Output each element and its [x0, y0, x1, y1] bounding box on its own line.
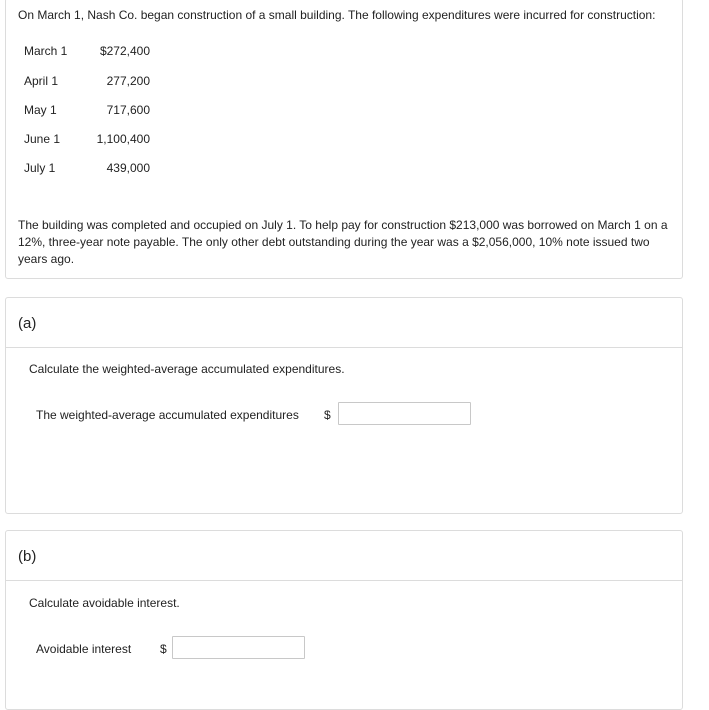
part-a-card — [5, 297, 683, 514]
currency-symbol: $ — [160, 642, 167, 656]
expenditure-date: April 1 — [24, 74, 59, 88]
intro-text: On March 1, Nash Co. began construction of a small building. The following expenditures were incurred for construction: — [18, 8, 656, 22]
part-a-header — [6, 298, 682, 348]
part-a-field-label: The weighted-average accumulated expenditures — [36, 408, 299, 422]
expenditure-amount: 1,100,400 — [96, 132, 150, 146]
expenditure-amount: 717,600 — [106, 103, 150, 117]
part-b-header — [6, 531, 682, 581]
weighted-average-expenditures-input[interactable] — [338, 402, 471, 425]
expenditure-date: July 1 — [24, 161, 56, 175]
part-b-label: (b) — [18, 548, 37, 565]
part-b-card — [5, 530, 683, 710]
part-a-prompt: Calculate the weighted-average accumulated expenditures. — [29, 362, 345, 376]
part-a-label: (a) — [18, 315, 37, 332]
expenditure-amount: 277,200 — [106, 74, 150, 88]
currency-symbol: $ — [324, 408, 331, 422]
problem-statement-card — [5, 0, 683, 279]
part-b-prompt: Calculate avoidable interest. — [29, 596, 180, 610]
avoidable-interest-input[interactable] — [172, 636, 305, 659]
problem-paragraph: The building was completed and occupied on July 1. To help pay for construction $213,000 was borrowed on March 1 on a 12%, three-year note payable. The only other debt outstanding during the year was a $2,056,000, 10% note issued two years ago. — [18, 218, 668, 266]
part-b-field-label: Avoidable interest — [36, 642, 132, 656]
expenditure-date: May 1 — [24, 103, 57, 117]
expenditure-date: June 1 — [24, 132, 61, 146]
expenditure-amount: 439,000 — [106, 161, 150, 175]
expenditure-date: March 1 — [24, 44, 68, 58]
expenditure-amount: $272,400 — [99, 44, 150, 58]
